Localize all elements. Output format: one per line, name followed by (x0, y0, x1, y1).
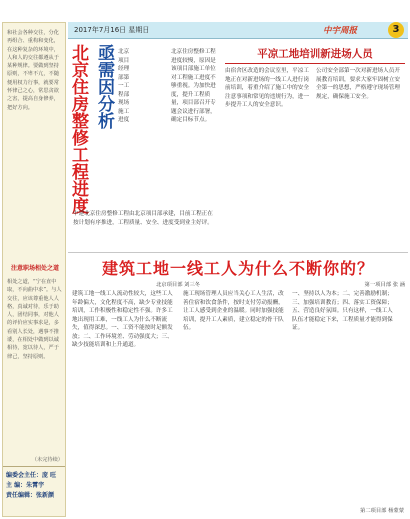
article-column-2: 施工现场管理人员应当关心工人生活，改善住宿和饮食条件，按时支付劳动报酬，让工人感受到企业的温暖。同时加强技能培训，提升工人素质，建立稳定的骨干队伍。 (183, 291, 284, 331)
sidebar (2, 22, 66, 517)
sidebar-text-bottom: 相处之道，“宁在直中取，不向曲中求”。与人交往，应该尊重他人人格，真诚对待，乐于助人，团结同事，对他人的评价应实事求是，多看别人长处，遇事不推诿，在相处中做到以诚相待，宽以待人，严于律己，坚持原则。 (7, 279, 62, 360)
article-column-1: 由宿舍区改造的会议室里，平凉工地正在对新进场的一线工人进行岗前培训，着重介绍了施工中的安全注意事项和常见的违规行为，进一步提升工人的安全意识。 (225, 68, 309, 108)
editor-line: 主 编：朱霄宇 (6, 482, 45, 489)
article-title-main: 北京住房整修工程进度 (72, 44, 90, 217)
article-column-3: 一、坚持以人为本；二、完善激励机制；三、加强培训教育；四、落实工资保障；五、营造良好氛围。只有这样，一线工人队伍才能稳定下来，工程质量才能得到保证。 (292, 291, 393, 331)
article-column-1: 建筑工地一线工人流动性较大，这些工人年龄偏大，文化程度不高，缺少专业技能培训，工作积极性和稳定性不强。许多工地出现用工难，一线工人为什么不断流失，值得深思。一、工资不能按时足额发放；二、工作环境差、劳动强度大；三、缺少技能培训和上升通道。 (72, 291, 173, 348)
article-beijing (70, 44, 220, 288)
sidebar-text-top: 和社会各种交往，分化再组合、重构和变化，在这种复杂的环境中，人和人的交往都遵从于某种规律。要做到坚持原则，不卑不亢，不随便用权力行事，就要常怀律己之心，常思贪欲之害，提高自身修养，把好方向。 (7, 30, 59, 111)
editorial-board (3, 466, 65, 516)
section-divider (68, 252, 408, 253)
article-source: 第二项目部 杨蒙蒙 (359, 508, 404, 514)
article-title-sub: 亟需因分析 (98, 44, 115, 132)
article-source: 第一项目部 张 涵 (364, 282, 405, 288)
sidebar-end-note: （未完待续） (31, 457, 63, 463)
sidebar-box-title: 注意职场相处之道 (10, 265, 59, 272)
page-number-badge: 3 (388, 22, 404, 38)
article-column-2: 公司安全部第一次对新进场人员开展教育培训，要求大家牢固树立安全第一的思想，严格遵守现场管理规定，确保施工安全。 (316, 68, 400, 100)
article-body-narrow: 北京项目经理部第一工程部现场施工进度 (118, 49, 130, 123)
article-title: 平凉工地培训新进场人员 (225, 44, 405, 64)
editor-line: 编委会主任：庞 旺 (6, 472, 57, 479)
editor-line: 责任编辑：张新颜 (6, 492, 55, 499)
issue-date: 2017年7月16日 星期日 (74, 26, 150, 34)
brand-name: 中宇周报 (323, 26, 358, 36)
article-body-right: 北京住房整修工程进度较慢，原因是该项目部施工单位对工程施工进度不够重视。为加快进度，提升工程质量，项目部召开专题会议进行部署，确定目标节点。 (171, 49, 216, 123)
page-header (68, 22, 408, 39)
article-title-workers: 建筑工地一线工人为什么不断你的？ (101, 259, 374, 278)
article-body-bottom: 中建北京住房整修工程由北京项目部承建，目前工程正在按计划有序推进，工程质量、安全、进度受到业主好评。 (73, 211, 213, 226)
article-source: 北京项目部 刘三冬 (156, 282, 201, 288)
